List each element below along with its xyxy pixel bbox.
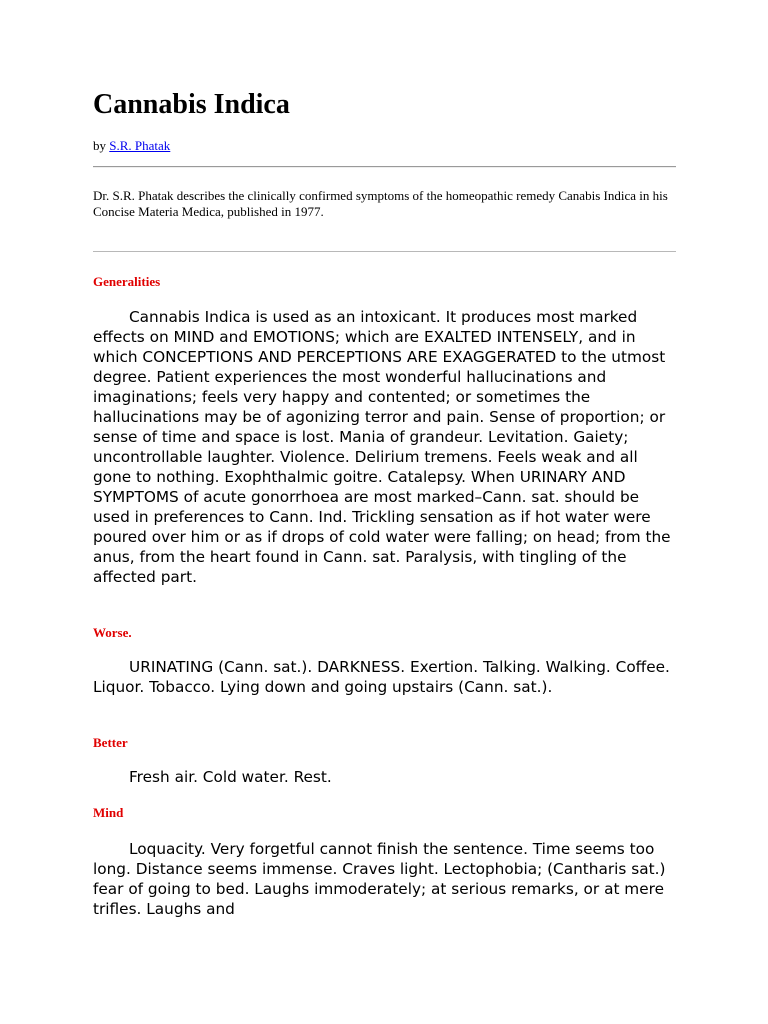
section-text-mind: Loquacity. Very forgetful cannot finish the sentence. Time seems too long. Distance seems immense. Craves light. Lectophobia; (Cantharis sat.) fear of going to bed. Laughs immoderately; at serious remarks, or at mere trifles. Laughs and [93,840,666,918]
section-text-worse: URINATING (Cann. sat.). DARKNESS. Exertion. Talking. Walking. Coffee. Liquor. Tobacco. Lying down and going upstairs (Cann. sat.). [93,658,670,696]
section-heading-mind: Mind [93,805,124,820]
byline-prefix: by [93,138,106,153]
page-title: Cannabis Indica [93,89,290,120]
section-heading-generalities: Generalities [93,274,161,289]
section-text-better: Fresh air. Cold water. Rest. [129,768,332,786]
section-heading-better: Better [93,735,128,750]
section-text-generalities: Cannabis Indica is used as an intoxicant. It produces most marked effects on MIND and EMOTIONS; which are EXALTED INTENSELY, and in which CONCEPTIONS AND PERCEPTIONS ARE EXAGGERATED to the utmost degree. Patient experiences the most wonderful hallucinations and imaginations; feels very happy and contented; or sometimes the hallucinations may be of agonizing terror and pain. Sense of proportion; or sense of time and space is lost. Mania of grandeur. Levitation. Gaiety; uncontrollable laughter. Violence. Delirium tremens. Feels weak and all gone to nothing. Exophthalmic goitre. Catalepsy. When URINARY AND SYMPTOMS of acute gonorrhoea are most marked–Cann. sat. should be used in preferences to Cann. Ind. Trickling sensation as if hot water were poured over him or as if drops of cold water were falling; on head; from the anus, from the heart found in Cann. sat. Paralysis, with tingling of the affected part. [93,308,671,586]
byline [93,138,170,154]
section-heading-worse: Worse. [93,625,132,640]
author-link[interactable]: S.R. Phatak [109,138,171,153]
divider-bottom [93,251,676,252]
intro-paragraph: Dr. S.R. Phatak describes the clinically confirmed symptoms of the homeopathic remedy Canabis Indica in his Concise Materia Medica, published in 1977. [93,188,668,219]
divider-top [93,166,676,168]
